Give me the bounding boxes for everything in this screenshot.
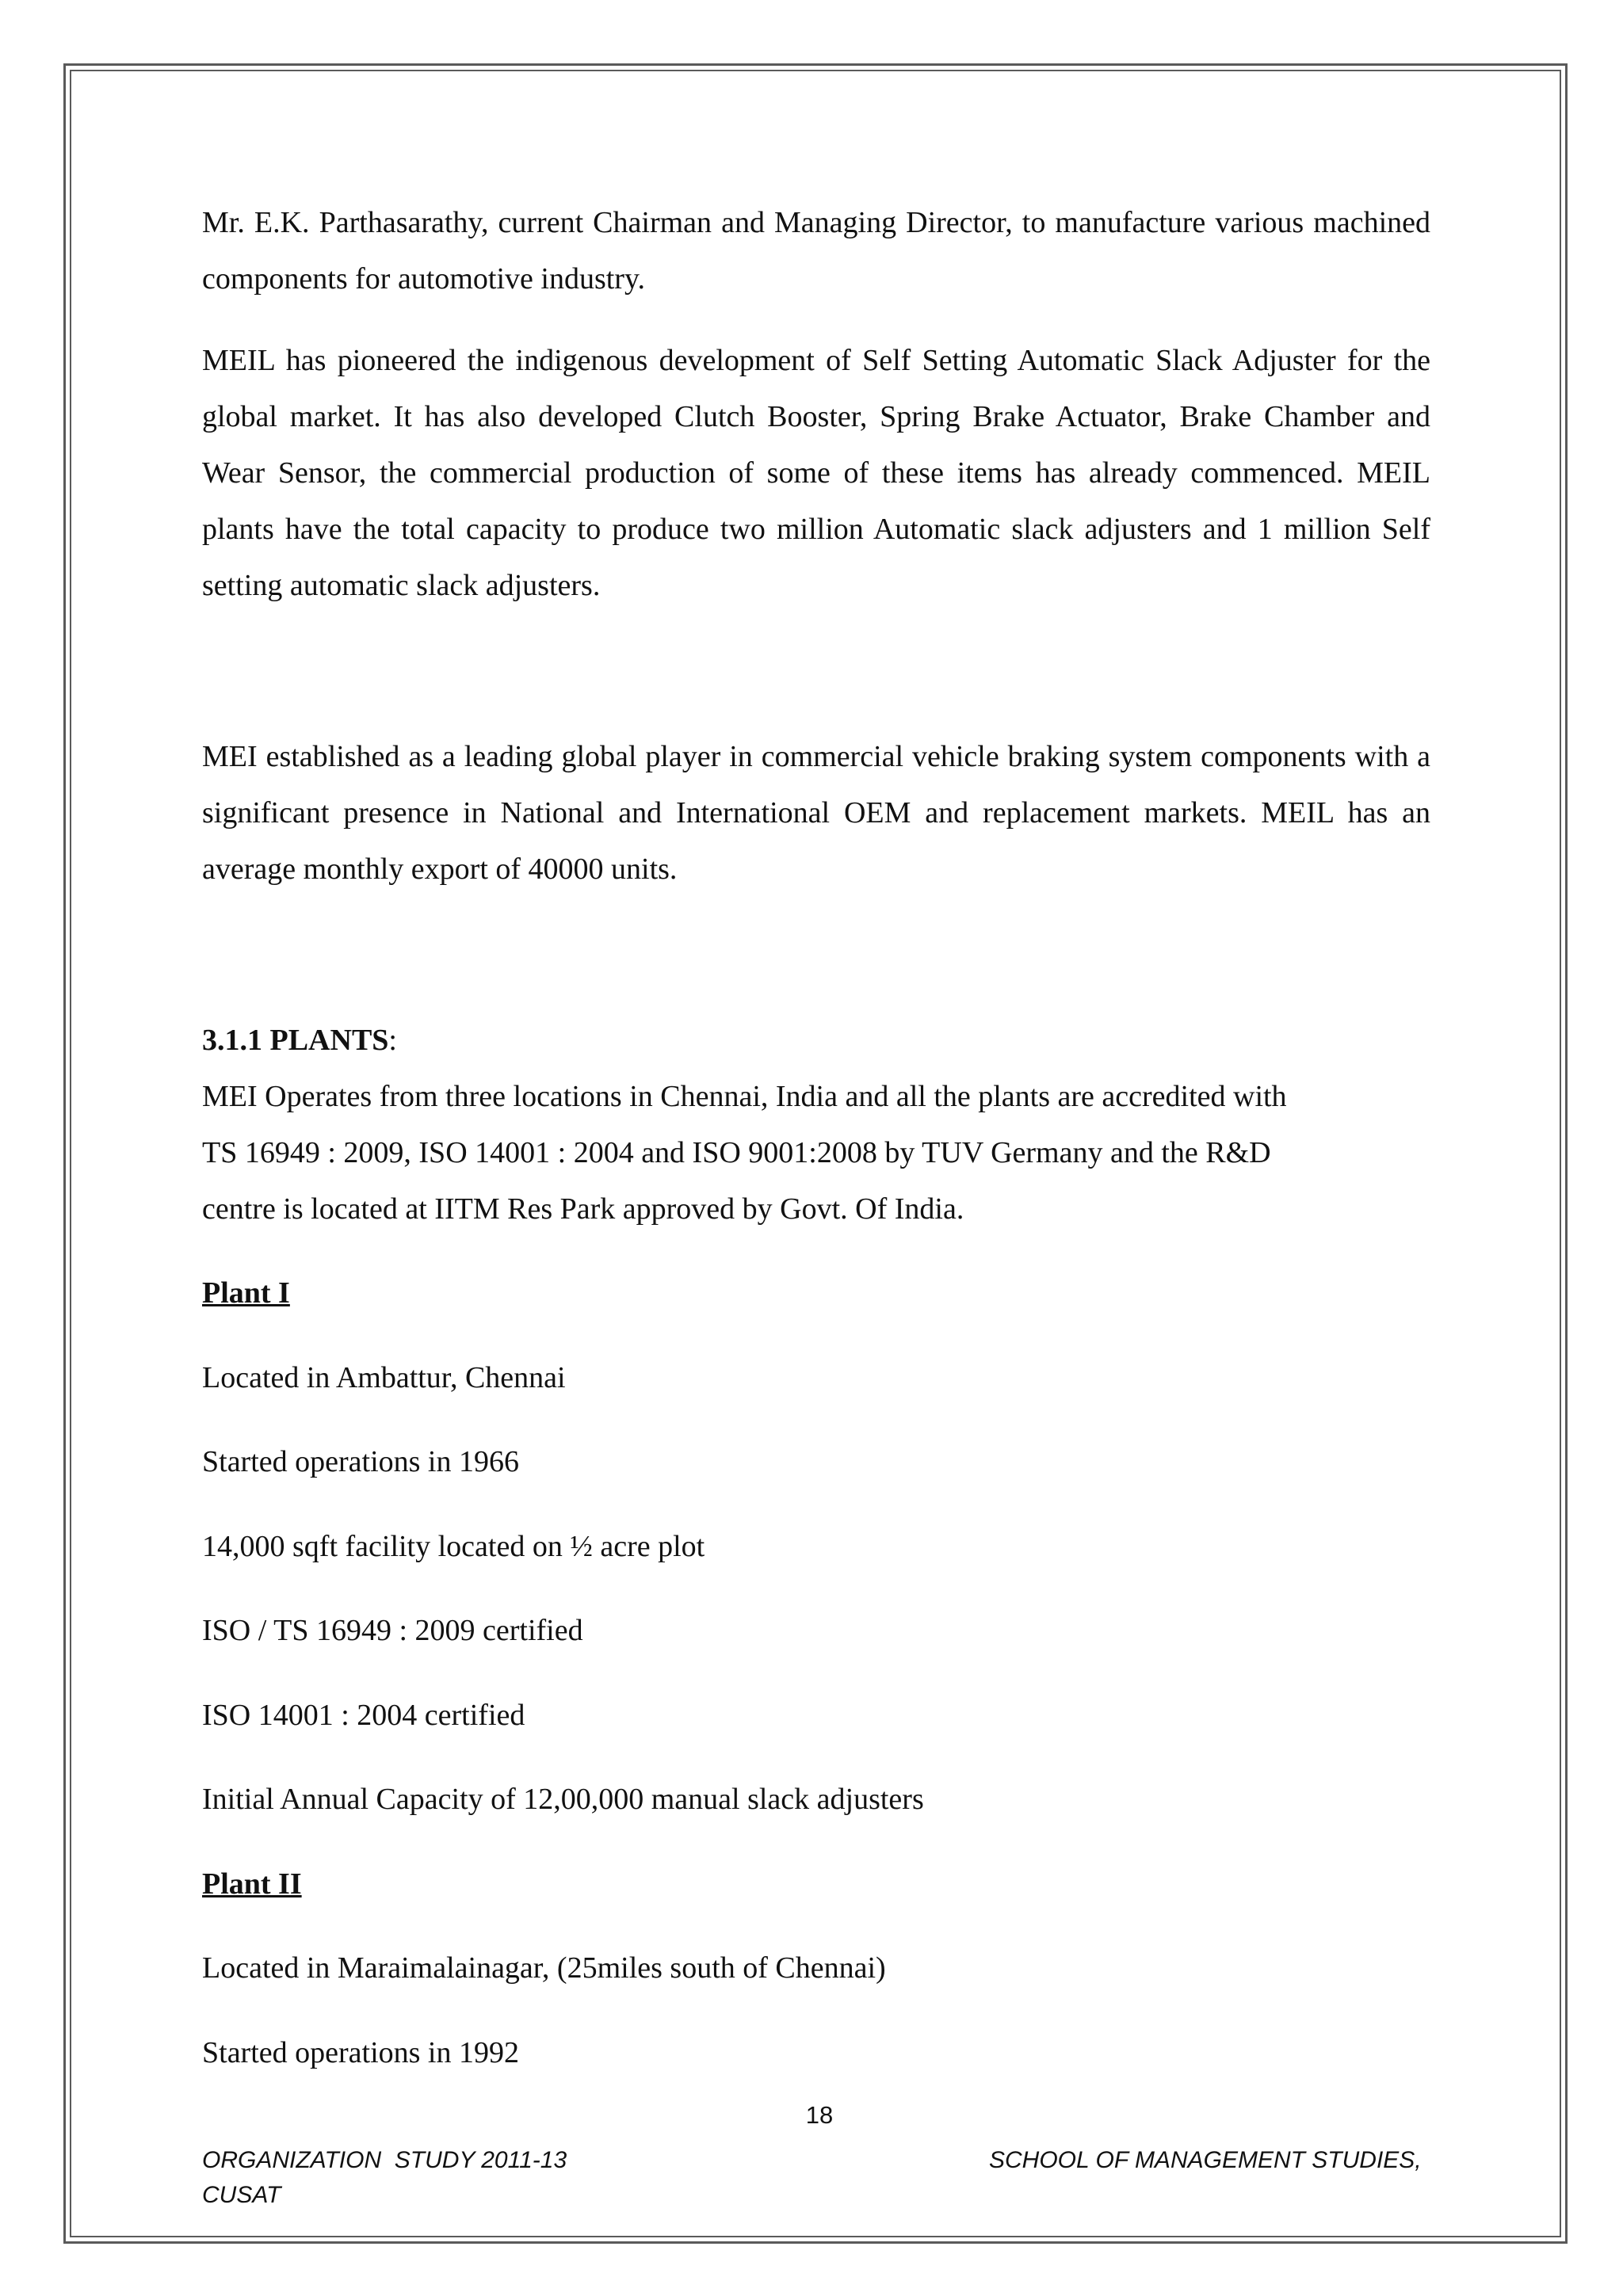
footer-left-line-2: CUSAT bbox=[202, 2182, 281, 2208]
paragraph-mei-global-player: MEI established as a leading global player in commercial vehicle braking system components with a significant presence in National and International OEM and replacement markets. MEIL has an average monthly export of 40000 units. bbox=[202, 740, 1430, 886]
plant-1-item: Initial Annual Capacity of 12,00,000 manual slack adjusters bbox=[202, 1783, 924, 1816]
footer-right: SCHOOL OF MANAGEMENT STUDIES, bbox=[989, 2147, 1422, 2173]
plants-heading bbox=[202, 1013, 1430, 1069]
page-number: 18 bbox=[805, 2101, 834, 2129]
plant-2-item: Started operations in 1992 bbox=[202, 2036, 519, 2069]
plants-heading-label: 3.1.1 PLANTS bbox=[202, 1024, 389, 1057]
plant-1-title: Plant I bbox=[202, 1276, 290, 1310]
plant-2-title: Plant II bbox=[202, 1867, 302, 1901]
footer-left bbox=[202, 2143, 567, 2213]
plants-heading-colon: : bbox=[388, 1024, 397, 1057]
paragraph-meil-development: MEIL has pioneered the indigenous development of Self Setting Automatic Slack Adjuster for the global market. It has also developed Clutch Booster, Spring Brake Actuator, Brake Chamber and Wear Sensor, the commercial production of some of these items has already commenced. MEIL plants have the total capacity to produce two million Automatic slack adjusters and 1 million Self setting automatic slack adjusters. bbox=[202, 344, 1430, 602]
plant-1-item: ISO 14001 : 2004 certified bbox=[202, 1699, 525, 1732]
paragraph-chairman: Mr. E.K. Parthasarathy, current Chairman and Managing Director, to manufacture various machined components for automotive industry. bbox=[202, 206, 1430, 296]
plant-1-item: Located in Ambattur, Chennai bbox=[202, 1361, 566, 1394]
plants-intro-line-1: MEI Operates from three locations in Chennai, India and all the plants are accredited with bbox=[202, 1080, 1287, 1113]
plants-intro-line-2: TS 16949 : 2009, ISO 14001 : 2004 and ISO 9001:2008 by TUV Germany and the R&D bbox=[202, 1136, 1271, 1169]
plants-intro-line-3: centre is located at IITM Res Park approved by Govt. Of India. bbox=[202, 1192, 964, 1226]
plant-2-item: Located in Maraimalainagar, (25miles south of Chennai) bbox=[202, 1951, 886, 1985]
footer-left-line-1: ORGANIZATION STUDY 2011-13 bbox=[202, 2147, 567, 2173]
plant-1-item: 14,000 sqft facility located on ½ acre plot bbox=[202, 1530, 705, 1563]
plant-1-item: ISO / TS 16949 : 2009 certified bbox=[202, 1614, 583, 1647]
plant-1-item: Started operations in 1966 bbox=[202, 1445, 519, 1478]
